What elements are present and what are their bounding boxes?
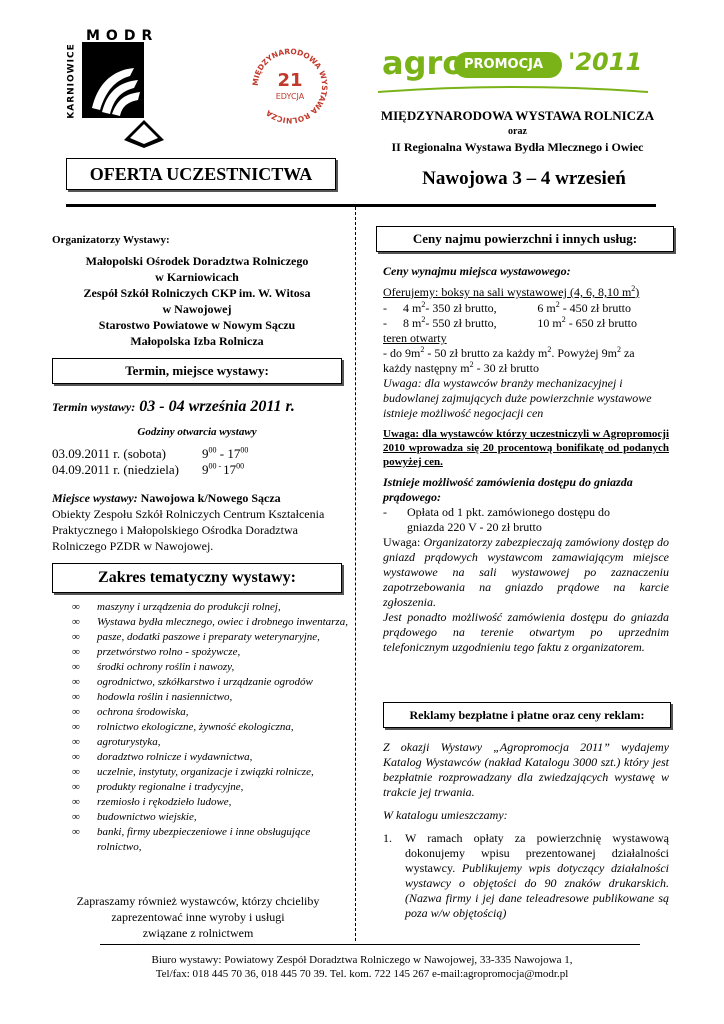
event-title-oraz: oraz (508, 126, 527, 137)
catalog-item (383, 831, 669, 921)
scope-box (52, 563, 342, 593)
price-row-dash: - (383, 301, 387, 315)
day2-to-sup: 00 (236, 461, 245, 471)
place-value: Nawojowa k/Nowego Sącza (140, 491, 281, 505)
term-label: Termin wystawy: (52, 400, 136, 414)
note-discount: Uwaga: dla wystawców którzy uczestniczyli w Agropromocji 2010 wprowadza się 20 procentową bonifikatę od podanych powyżej cen. (383, 428, 669, 468)
footer (40, 953, 684, 981)
power-item (383, 505, 669, 535)
organizers-heading: Organizatorzy Wystawy: (52, 234, 170, 246)
term-value: 03 - 04 września 2011 r. (139, 398, 295, 415)
power-note-label: Uwaga: (383, 535, 421, 549)
power-item-line2: gniazda 220 V - 20 zł brutto (407, 520, 542, 534)
hours-heading: Godziny otwarcia wystawy (137, 426, 257, 438)
day2-from: 9 (202, 462, 209, 477)
place-description: Obiekty Zespołu Szkół Rolniczych Centrum Kształcenia Praktycznego i Małopolskiego Ośrodka Doradztwa Rolniczego PZDR w Nawojowej. (52, 507, 325, 553)
organizer-line: Małopolski Ośrodek Doradztwa Rolniczego (85, 254, 309, 268)
list-item: ∞ pasze, dodatki paszowe i preparaty weterynaryjne, (52, 630, 348, 645)
power-note2: Jest ponadto możliwość zamówienia dostępu do gniazda prądowego na terenie otwartym po uprzednim telefonicznym uzgodnieniu tego faktu z organizatorem. (383, 610, 669, 654)
event-subtitle: II Regionalna Wystawa Bydła Mlecznego i Owiec (391, 140, 644, 154)
hours-day2 (52, 462, 244, 478)
day2-to: 17 (223, 462, 237, 477)
list-item: ∞ rzemiosło i rękodzieło ludowe, (52, 795, 348, 810)
place-date: Nawojowa 3 – 4 wrzesień (422, 168, 626, 189)
note-negotiation: Uwaga: dla wystawców branży mechanizacyjnej i budowlanej zajmujących duże powierzchnie wystawowe istnieje możliwość negocjacji cen (383, 376, 652, 420)
list-item: ∞ rolnictwo ekologiczne, żywność ekologiczna, (52, 720, 348, 735)
list-item: ∞ przetwórstwo rolno - spożywcze, (52, 645, 348, 660)
catalog-item-number: 1. (383, 831, 392, 845)
open-line2-a: każdy następny m (383, 361, 470, 375)
catalog-heading: W katalogu umieszczamy: (383, 808, 508, 822)
scope-box-label: Zakres tematyczny wystawy: (98, 569, 296, 586)
list-item: ∞ budownictwo wiejskie, (52, 810, 348, 825)
open-area-line2 (383, 361, 669, 376)
footer-line: Biuro wystawy: Powiatowy Zespół Doradztwa Rolniczego w Nawojowej, 33-335 Nawojowa 1, (151, 954, 573, 966)
term-box-label: Termin, miejsce wystawy: (125, 363, 269, 378)
seal-number: 21 (277, 70, 303, 91)
karniowice-logo-text: KARNIOWICE (66, 43, 77, 119)
catalog-section (383, 740, 669, 921)
power-note-text: Organizatorzy zabezpieczają zamówiony dostęp do gniazd prądowych wystawcom zamawiającym miejsce wystawowe na sali wystawowej po zaznaczeniu zapotrzebowania na gniazdo prądowe na karcie zgłoszenia. (383, 535, 669, 609)
rent-heading: Ceny wynajmu miejsca wystawowego: (383, 264, 571, 278)
organizer-line: Małopolska Izba Rolnicza (130, 334, 264, 348)
sq-sup: 2 (547, 345, 552, 354)
header-rule (66, 204, 656, 207)
open-line-c: . Powyżej 9m (551, 346, 617, 360)
edition-seal (248, 44, 332, 128)
sq-sup: 2 (420, 345, 425, 354)
day1-from: 9 (202, 446, 209, 461)
price-a-rest: - 350 zł brutto, (425, 301, 497, 315)
sq-sup: 2 (421, 315, 426, 324)
day1-to: - 17 (216, 446, 241, 461)
event-title: MIĘDZYNARODOWA WYSTAWA ROLNICZA (380, 108, 655, 123)
day1-date: 03.09.2011 r. (sobota) (52, 446, 166, 461)
offer-line-sup: 2 (631, 284, 636, 293)
open-area-line (383, 346, 669, 361)
price-b: 6 m (537, 301, 556, 315)
prices-box-label: Ceny najmu powierzchni i innych usług: (412, 231, 638, 246)
open-line-d: za (620, 346, 635, 360)
price-b-rest: - 650 zł brutto (565, 316, 638, 330)
prices-box (376, 226, 674, 252)
term-line (52, 398, 352, 416)
list-item: ∞ maszyny i urządzenia do produkcji rolnej, (52, 600, 348, 615)
price-a-rest: - 550 zł brutto, (425, 316, 497, 330)
power-item-dash: - (383, 505, 387, 519)
price-b: 10 m (537, 316, 562, 330)
catalog-item-plain: W ramach opłaty za powierzchnię wystawową dokonujemy wpisu prezentowanej działalności wystawcy. (405, 831, 669, 875)
place-block (52, 490, 344, 554)
list-item: ∞ środki ochrony roślin i nawozy, (52, 660, 348, 675)
footer-rule (100, 944, 640, 945)
power-heading: Istnieje możliwość zamówienia dostępu do gniazda prądowego: (383, 475, 633, 504)
sq-sup: 2 (616, 345, 621, 354)
agro-logo-promocja: PROMOCJA (464, 57, 544, 72)
price-row (383, 316, 669, 331)
organizers-list (52, 253, 342, 349)
list-item: ∞ ogrodnictwo, szkółkarstwo i urządzanie ogrodów (52, 675, 348, 690)
footer-line: Tel/fax: 018 445 70 36, 018 445 70 39. Tel. kom. 722 145 267 e-mail:agropromocja@modr.pl (155, 968, 569, 980)
place-label: Miejsce wystawy: (52, 491, 138, 505)
organizer-line: w Nawojowej (162, 302, 232, 316)
sq-sup: 2 (561, 315, 566, 324)
offer-line (383, 285, 669, 300)
list-item: ∞ agroturystyka, (52, 735, 348, 750)
invite-line: zaprezentować inne wyroby i usługi (111, 910, 285, 924)
list-item: ∞ uczelnie, instytuty, organizacje i związki rolnicze, (52, 765, 348, 780)
modr-logo-text: MODR (86, 28, 159, 44)
price-a: 4 m (403, 301, 422, 315)
agropromocja-logo (378, 38, 648, 98)
offer-line-text: Oferujemy: boksy na sali wystawowej (4, 6, 8,10 m (383, 285, 632, 299)
modr-logo (68, 28, 178, 148)
list-item: ∞ produkty regionalne i tradycyjne, (52, 780, 348, 795)
power-item-line1: Opłata od 1 pkt. zamówionego dostępu do (407, 505, 610, 519)
term-box (52, 358, 342, 384)
catalog-paragraph: Z okazji Wystawy „Agropromocja 2011” wydajemy Katalog Wystawców (nakład Katalogu 3000 szt.) który jest bezpłatnie rozprowadzany dla zwiedzających wystawę w trakcie jej trwania. (383, 740, 669, 799)
price-row-dash: - (383, 316, 387, 330)
list-item: ∞ ochrona środowiska, (52, 705, 348, 720)
day2-from-sup: 00 - (208, 461, 224, 471)
day2-date: 04.09.2011 r. (niedziela) (52, 462, 179, 477)
column-divider (355, 207, 357, 941)
hours-day1 (52, 446, 248, 462)
open-area-label: teren otwarty (383, 331, 447, 345)
sq-sup: 2 (555, 300, 560, 309)
price-b-rest: - 450 zł brutto (559, 301, 632, 315)
day1-from-sup: 00 (208, 445, 217, 455)
offer-line-end: ) (635, 285, 640, 299)
offer-title-box (66, 158, 336, 190)
open-line-b: - 50 zł brutto za każdy m (424, 346, 548, 360)
power-note (383, 535, 669, 610)
organizer-line: Zespół Szkół Rolniczych CKP im. W. Witosa (83, 286, 311, 300)
day1-to-sup: 00 (240, 445, 249, 455)
agro-logo-agro: agro (382, 44, 465, 82)
list-item: ∞ banki, firmy ubezpieczeniowe i inne obsługujące rolnictwo, (52, 825, 348, 855)
open-line-a: - do 9m (383, 346, 421, 360)
ads-box-label: Reklamy bezpłatne i płatne oraz ceny reklam: (409, 708, 645, 722)
open-line2-b: - 30 zł brutto (473, 361, 539, 375)
invite-line: związane z rolnictwem (142, 926, 254, 940)
sq-sup: 2 (469, 360, 474, 369)
sq-sup: 2 (421, 300, 426, 309)
invite-line: Zapraszamy również wystawców, którzy chcieliby (76, 894, 320, 908)
price-row (383, 301, 669, 316)
seal-edycja: EDYCJA (275, 92, 305, 101)
catalog-item-italic: Publikujemy wpis dotyczący działalności wystawcy o objętości do 90 znaków drukarskich. (Nazwa firmy i jej dane teleadresowe publikowane są poza w/w objętością) (405, 861, 670, 920)
scope-list (52, 600, 348, 855)
ads-box (383, 702, 671, 728)
organizer-line: Starostwo Powiatowe w Nowym Sączu (98, 318, 296, 332)
list-item: ∞ hodowla roślin i nasiennictwo, (52, 690, 348, 705)
list-item: ∞ doradztwo rolnicze i wydawnictwa, (52, 750, 348, 765)
organizer-line: w Karniowicach (155, 270, 239, 284)
offer-title: OFERTA UCZESTNICTWA (89, 164, 313, 184)
list-item: ∞ Wystawa bydła mlecznego, owiec i drobnego inwentarza, (52, 615, 348, 630)
seal-ring-text: MIĘDZYNARODOWA WYSTAWA ROLNICZA (250, 46, 330, 126)
rent-section (383, 264, 669, 655)
agro-logo-year: '2011 (568, 48, 643, 76)
price-a: 8 m (403, 316, 422, 330)
invite-text (52, 893, 344, 941)
